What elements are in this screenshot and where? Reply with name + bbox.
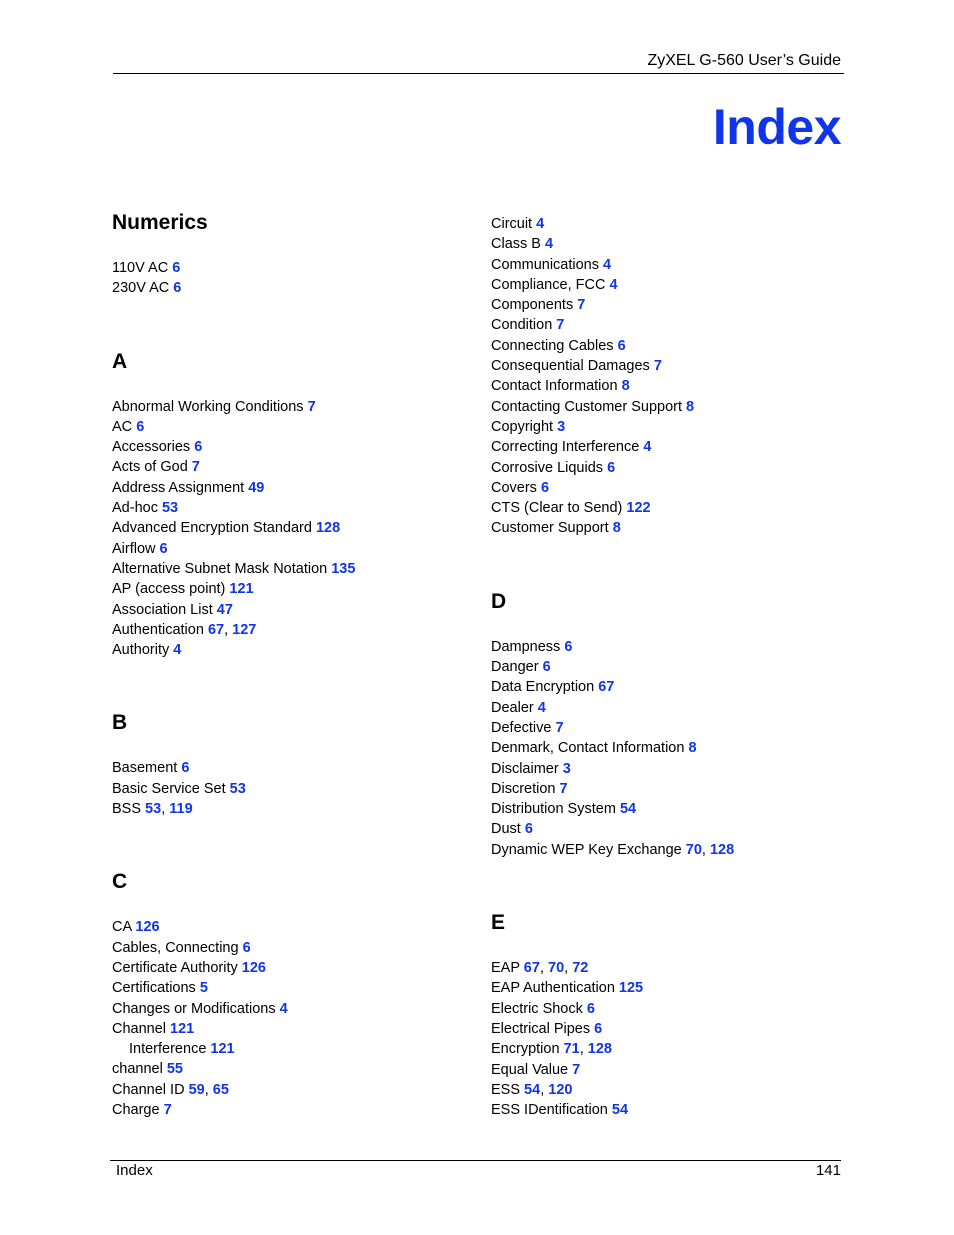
index-entry — [112, 958, 482, 978]
footer-page-number: 141 — [815, 1162, 841, 1179]
page-reference-link[interactable]: 4 — [545, 236, 554, 253]
index-term: Interference — [129, 1041, 207, 1058]
index-entry — [112, 620, 482, 640]
ref-separator: , — [701, 841, 710, 858]
page-reference-link[interactable]: 128 — [587, 1041, 612, 1058]
index-column-right — [491, 214, 861, 1120]
page-reference-link[interactable]: 7 — [559, 780, 568, 797]
section-heading: A — [112, 349, 128, 373]
index-entry — [491, 958, 861, 978]
page-reference-link[interactable]: 7 — [556, 317, 565, 334]
index-entry — [491, 295, 861, 315]
page-reference-link[interactable]: 47 — [216, 601, 233, 618]
index-entry — [112, 397, 482, 417]
index-section-c — [112, 869, 482, 1120]
index-entry — [112, 1080, 482, 1100]
page-reference-link[interactable]: 4 — [173, 642, 182, 659]
index-term: Channel ID — [112, 1081, 185, 1098]
index-term: Covers — [491, 479, 537, 496]
page-reference-link[interactable]: 72 — [572, 960, 589, 977]
index-entry — [112, 758, 482, 778]
page-reference-link[interactable]: 7 — [555, 719, 564, 736]
index-entry — [112, 779, 482, 799]
index-entry — [491, 376, 861, 396]
page-reference-link[interactable]: 125 — [618, 980, 644, 997]
page-reference-link[interactable]: 4 — [279, 1000, 288, 1017]
section-spacer — [112, 819, 482, 869]
page-reference-link[interactable]: 128 — [315, 520, 341, 537]
section-heading: B — [112, 711, 128, 735]
index-entry — [491, 234, 861, 254]
index-entry — [491, 718, 861, 738]
index-term: Dealer — [491, 699, 534, 716]
index-column-left — [112, 210, 482, 1120]
index-entry — [491, 657, 861, 677]
page-reference-link[interactable]: 4 — [643, 439, 652, 456]
index-term: ESS — [491, 1081, 521, 1098]
index-term: Condition — [491, 317, 553, 334]
index-entry — [491, 458, 861, 478]
index-term: Components — [491, 297, 574, 314]
page-reference-link[interactable]: 122 — [626, 500, 651, 517]
section-heading: C — [112, 870, 128, 894]
index-entry — [491, 478, 861, 498]
page-reference-link[interactable]: 121 — [170, 1020, 195, 1037]
page-reference-link[interactable]: 6 — [542, 659, 551, 676]
page-reference-link[interactable]: 67 — [523, 960, 540, 977]
index-term: Connecting Cables — [491, 337, 614, 354]
page-reference-link[interactable]: 3 — [562, 760, 571, 777]
index-entry — [491, 738, 861, 758]
page-reference-link[interactable]: 128 — [709, 841, 735, 858]
page-reference-link[interactable]: 121 — [210, 1041, 235, 1058]
index-entry — [491, 315, 861, 335]
index-section-b — [112, 710, 482, 819]
section-heading: D — [491, 589, 507, 613]
index-entry — [112, 799, 482, 819]
ref-separator: , — [540, 1081, 549, 1098]
index-term: EAP Authentication — [491, 980, 615, 997]
index-entry — [491, 255, 861, 275]
page-reference-link[interactable]: 5 — [199, 980, 208, 997]
index-term: 230V AC — [112, 280, 170, 297]
index-entry — [491, 819, 861, 839]
index-term: channel — [112, 1061, 163, 1078]
page-reference-link[interactable]: 54 — [619, 801, 637, 818]
page-reference-link[interactable]: 7 — [163, 1102, 172, 1119]
section-spacer — [112, 299, 482, 349]
index-term: Changes or Modifications — [112, 1000, 276, 1017]
index-term: Dynamic WEP Key Exchange — [491, 841, 682, 858]
index-term: Electric Shock — [491, 1000, 583, 1017]
index-term: Airflow — [112, 540, 156, 557]
index-entry — [491, 518, 861, 538]
index-term: Ad-hoc — [112, 500, 158, 517]
page-reference-link[interactable]: 65 — [212, 1081, 229, 1098]
index-entry — [491, 214, 861, 234]
index-entry — [112, 498, 482, 518]
index-term: Data Encryption — [491, 679, 595, 696]
page-reference-link[interactable]: 6 — [564, 638, 573, 655]
index-term: Association List — [112, 601, 213, 618]
page-reference-link[interactable]: 7 — [653, 358, 662, 375]
page-reference-link[interactable]: 7 — [577, 297, 586, 314]
header-divider — [113, 73, 844, 74]
index-entry — [491, 356, 861, 376]
index-entry — [491, 698, 861, 718]
page-reference-link[interactable]: 8 — [686, 398, 695, 415]
index-term: AC — [112, 418, 133, 435]
index-term: Authentication — [112, 621, 204, 638]
index-entry — [491, 637, 861, 657]
page-reference-link[interactable]: 6 — [586, 1000, 595, 1017]
index-term: Authority — [112, 642, 170, 659]
footer-section-label: Index — [116, 1162, 153, 1179]
index-term: Denmark, Contact Information — [491, 740, 685, 757]
page-reference-link[interactable]: 6 — [607, 459, 616, 476]
page-reference-link[interactable]: 6 — [173, 280, 182, 297]
index-entry — [491, 840, 861, 860]
page-reference-link[interactable]: 6 — [159, 540, 168, 557]
page-reference-link[interactable]: 53 — [161, 500, 179, 517]
page-reference-link[interactable]: 7 — [307, 398, 316, 415]
page-reference-link[interactable]: 7 — [572, 1061, 581, 1078]
index-term: Address Assignment — [112, 479, 245, 496]
section-spacer — [112, 660, 482, 710]
index-term: CA — [112, 919, 132, 936]
index-entry — [112, 478, 482, 498]
index-entry — [491, 759, 861, 779]
page-reference-link[interactable]: 8 — [688, 740, 697, 757]
index-term: Channel — [112, 1020, 167, 1037]
page-reference-link[interactable]: 6 — [594, 1020, 603, 1037]
page-reference-link[interactable]: 6 — [242, 939, 251, 956]
page-reference-link[interactable]: 53 — [229, 780, 246, 797]
index-entry — [112, 518, 482, 538]
index-entry — [112, 1100, 482, 1120]
index-term: BSS — [112, 801, 142, 818]
index-entry — [491, 1060, 861, 1080]
index-term: Basic Service Set — [112, 780, 226, 797]
index-entry — [491, 779, 861, 799]
page-reference-link[interactable]: 4 — [536, 216, 545, 232]
index-entry — [491, 1039, 861, 1059]
index-entry — [112, 559, 482, 579]
ref-separator: , — [539, 960, 548, 977]
footer-divider — [110, 1160, 841, 1161]
index-entry — [112, 640, 482, 660]
index-entry — [491, 498, 861, 518]
page-reference-link[interactable]: 135 — [331, 560, 356, 577]
index-term: Alternative Subnet Mask Notation — [112, 560, 328, 577]
page-reference-link[interactable]: 3 — [557, 418, 566, 435]
index-term: Consequential Damages — [491, 358, 650, 375]
guide-title: ZyXEL G-560 User’s Guide — [647, 52, 841, 69]
index-term: Compliance, FCC — [491, 276, 606, 293]
index-entry — [491, 1019, 861, 1039]
index-entry — [491, 999, 861, 1019]
page-reference-link[interactable]: 6 — [617, 337, 626, 354]
page-reference-link[interactable]: 54 — [611, 1102, 629, 1119]
index-term: Customer Support — [491, 520, 609, 537]
page-reference-link[interactable]: 6 — [136, 418, 145, 435]
page-reference-link[interactable]: 6 — [540, 479, 550, 496]
index-entry — [491, 677, 861, 697]
page-reference-link[interactable]: 126 — [241, 959, 266, 976]
section-spacer — [491, 539, 861, 589]
index-section-a — [112, 349, 482, 661]
index-entry — [112, 417, 482, 437]
index-section-d — [491, 589, 861, 860]
index-entry — [112, 1059, 482, 1079]
index-term: Circuit — [491, 216, 533, 232]
index-term: Defective — [491, 719, 552, 736]
ref-separator: , — [564, 960, 573, 977]
page-reference-link[interactable]: 59 — [188, 1081, 205, 1098]
index-term: Correcting Interference — [491, 439, 640, 456]
ref-separator: , — [224, 621, 233, 638]
page-reference-link[interactable]: 8 — [612, 520, 621, 537]
index-section-numerics — [112, 210, 482, 299]
index-entry — [112, 278, 482, 298]
index-term: Class B — [491, 236, 541, 253]
index-section-e — [491, 910, 861, 1120]
index-entry — [112, 437, 482, 457]
page-reference-link[interactable]: 70 — [685, 841, 702, 858]
index-section-continued — [491, 214, 861, 539]
section-heading: E — [491, 911, 506, 935]
index-term: Disclaimer — [491, 760, 559, 777]
page-reference-link[interactable]: 126 — [135, 919, 160, 936]
index-entry — [491, 978, 861, 998]
section-heading: Numerics — [112, 211, 208, 234]
page-reference-link[interactable]: 121 — [229, 581, 254, 598]
page-title: Index — [712, 99, 841, 155]
index-subentry — [112, 1039, 482, 1059]
index-entry — [112, 600, 482, 620]
index-term: CTS (Clear to Send) — [491, 500, 623, 517]
index-term: Communications — [491, 256, 599, 273]
page-reference-link[interactable]: 55 — [166, 1061, 183, 1078]
page-reference-link[interactable]: 4 — [537, 699, 546, 716]
index-entry — [112, 457, 482, 477]
index-term: Advanced Encryption Standard — [112, 520, 312, 537]
index-term: EAP — [491, 960, 520, 977]
index-term: Acts of God — [112, 459, 188, 476]
page-reference-link[interactable]: 71 — [563, 1041, 580, 1058]
index-entry — [491, 336, 861, 356]
index-term: Electrical Pipes — [491, 1020, 591, 1037]
index-term: Copyright — [491, 418, 554, 435]
index-entry — [491, 1080, 861, 1100]
page-reference-link[interactable]: 8 — [621, 378, 630, 395]
index-term: Danger — [491, 659, 539, 676]
page-reference-link[interactable]: 67 — [207, 621, 225, 638]
index-term: ESS IDentification — [491, 1102, 608, 1119]
index-term: Abnormal Working Conditions — [112, 398, 304, 415]
page-reference-link[interactable]: 6 — [172, 260, 181, 276]
page-reference-link[interactable]: 54 — [524, 1081, 541, 1098]
index-term: Encryption — [491, 1041, 560, 1058]
index-entry — [112, 978, 482, 998]
index-entry — [112, 1019, 482, 1039]
page-reference-link[interactable]: 127 — [232, 621, 257, 638]
page-reference-link[interactable]: 119 — [169, 801, 193, 818]
index-entry — [491, 275, 861, 295]
index-entry — [491, 417, 861, 437]
index-term: Discretion — [491, 780, 556, 797]
index-term: Certifications — [112, 980, 196, 997]
section-spacer — [491, 860, 861, 910]
index-term: AP (access point) — [112, 581, 226, 598]
page-reference-link[interactable]: 67 — [598, 679, 615, 696]
index-entry — [491, 437, 861, 457]
index-term: Accessories — [112, 439, 191, 456]
page-reference-link[interactable]: 6 — [194, 439, 203, 456]
index-term: Distribution System — [491, 801, 616, 818]
index-entry — [112, 539, 482, 559]
page-reference-link[interactable]: 4 — [609, 276, 618, 293]
index-term: Equal Value — [491, 1061, 569, 1078]
page-reference-link[interactable]: 7 — [191, 459, 200, 476]
index-term: Dust — [491, 821, 521, 838]
ref-separator: , — [579, 1041, 588, 1058]
index-entry — [112, 999, 482, 1019]
index-term: Dampness — [491, 638, 561, 655]
index-term: Contacting Customer Support — [491, 398, 683, 415]
index-term: 110V AC — [112, 260, 169, 276]
page-reference-link[interactable]: 70 — [548, 960, 565, 977]
ref-separator: , — [161, 801, 170, 818]
index-entry — [112, 579, 482, 599]
index-entry — [491, 397, 861, 417]
index-entry — [112, 917, 482, 937]
index-entry — [491, 1100, 861, 1120]
ref-separator: , — [204, 1081, 213, 1098]
index-entry — [112, 258, 482, 278]
index-term: Cables, Connecting — [112, 939, 239, 956]
page-reference-link[interactable]: 49 — [248, 479, 265, 496]
page-reference-link[interactable]: 120 — [548, 1081, 573, 1098]
page-reference-link[interactable]: 6 — [524, 821, 533, 838]
page-reference-link[interactable]: 6 — [181, 760, 190, 777]
page-reference-link[interactable]: 53 — [145, 801, 162, 818]
index-entry — [491, 799, 861, 819]
index-term: Charge — [112, 1102, 160, 1119]
page-reference-link[interactable]: 4 — [603, 256, 612, 273]
index-entry — [112, 938, 482, 958]
index-term: Contact Information — [491, 378, 618, 395]
index-term: Corrosive Liquids — [491, 459, 604, 476]
index-term: Certificate Authority — [112, 959, 238, 976]
index-term: Basement — [112, 760, 178, 777]
